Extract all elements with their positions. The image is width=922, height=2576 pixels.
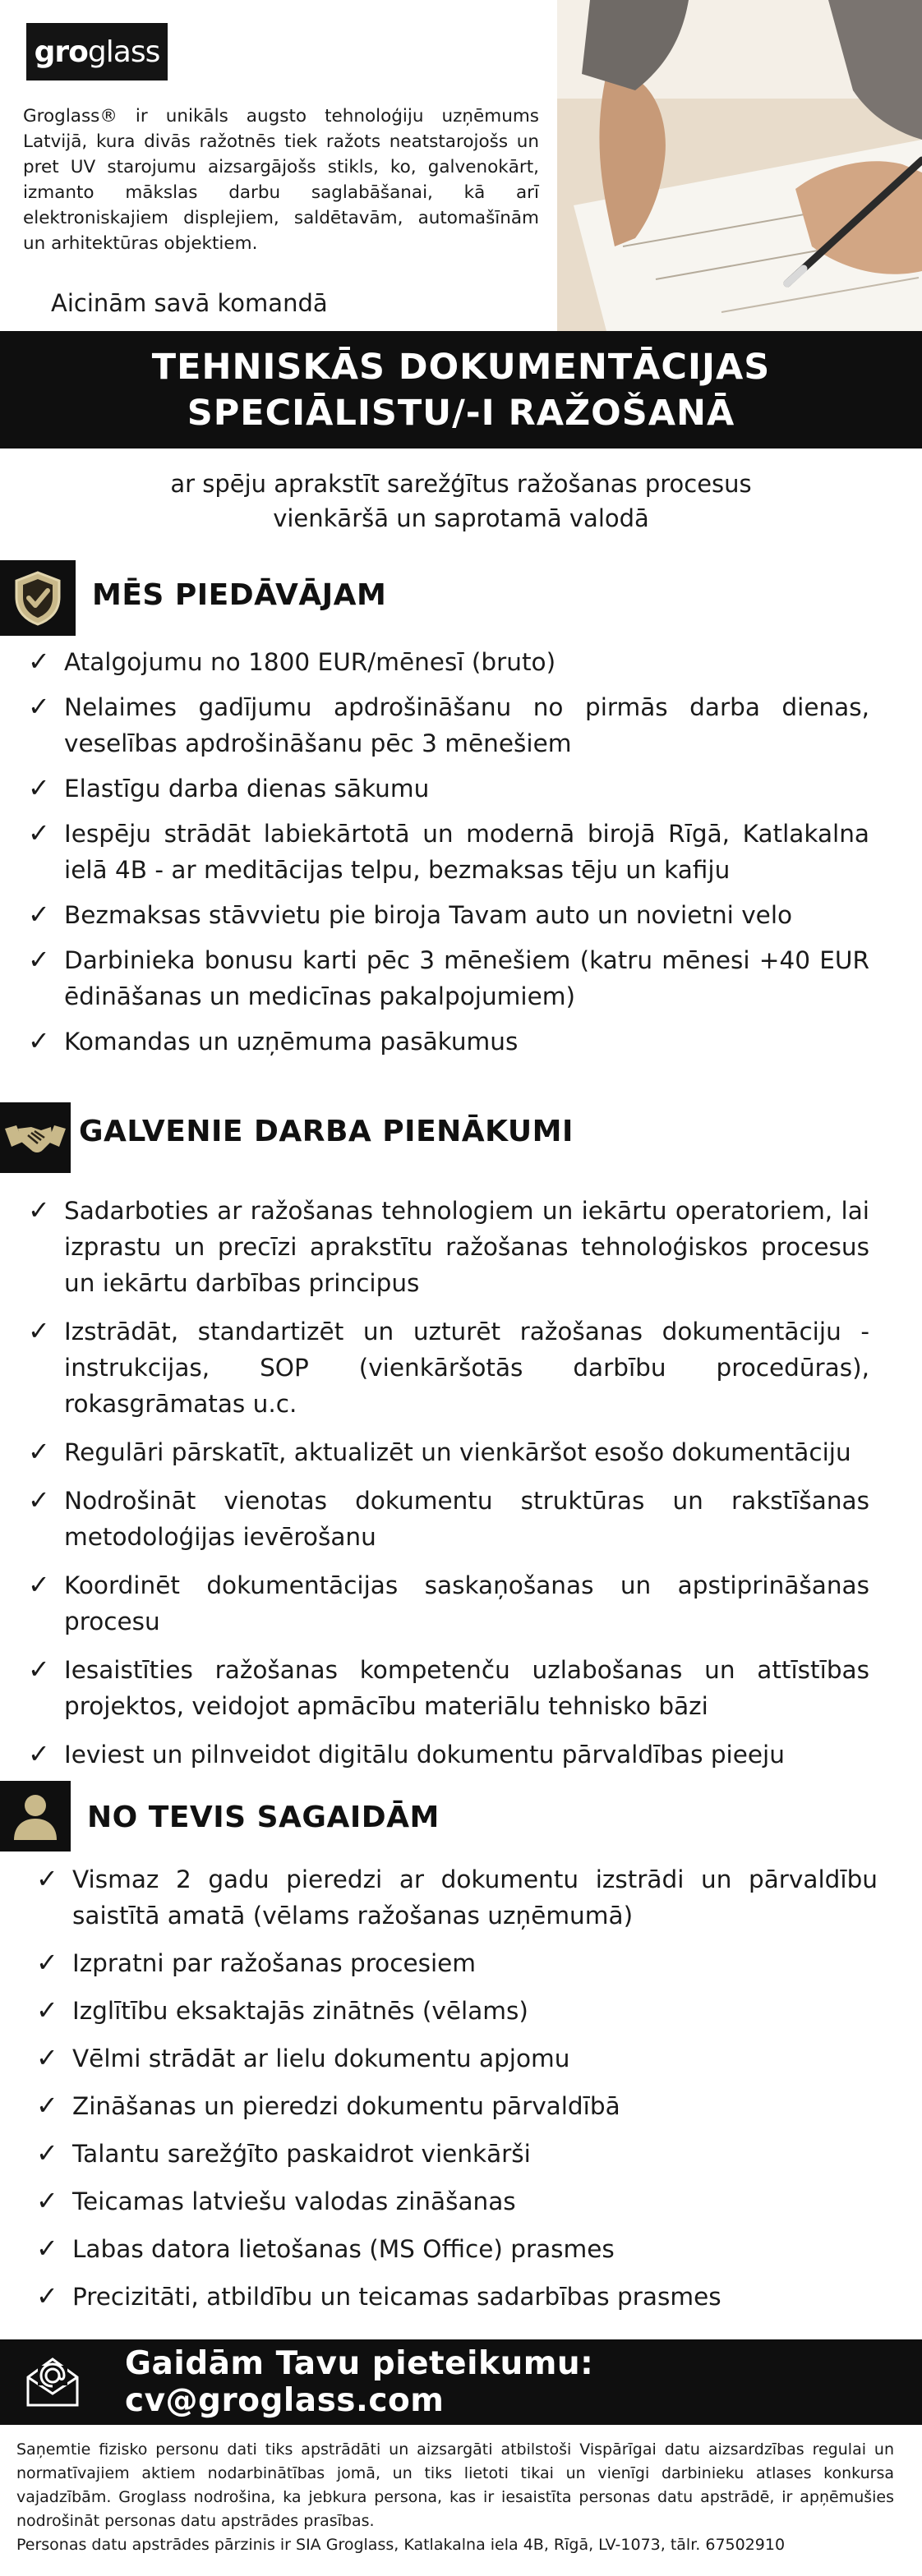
check-icon: ✓ [28, 1569, 50, 1600]
requirements-list [36, 1861, 878, 2326]
handshake-svg [3, 1117, 67, 1158]
job-subtitle [0, 467, 922, 536]
check-icon: ✓ [28, 772, 50, 803]
check-icon: ✓ [28, 1738, 50, 1769]
check-icon: ✓ [28, 944, 50, 975]
company-intro: Groglass® ir unikāls augsto tehnoloģiju uzņēmums Latvijā, kura divās ražotnēs tiek ražots neatstarojošs un pret UV starojumu aizsargājošs stikls, ko, galvenokārt, izmanto mākslas darbu saglabāšanai, kā arī elektroniskajiem displejiem, saldētavām, automašīnām un arhitektūras objektiem. [23, 106, 539, 254]
list-item: ✓ Precizitāti, atbildību un teicamas sadarbības prasmes [36, 2279, 878, 2315]
check-icon: ✓ [28, 817, 50, 849]
photo-illustration [557, 0, 922, 331]
mail-at-svg [25, 2356, 81, 2408]
check-icon: ✓ [36, 2280, 58, 2312]
logo-text-bold: gro [34, 34, 88, 69]
check-icon: ✓ [36, 2137, 58, 2169]
privacy-notice: Saņemtie fizisko personu dati tiks apstrādāti un aizsargāti atbilstoši Vispārīgai datu aizsardzības regulai un normatīvajiem aktiem nodarbinātības jomā, un tiks lietoti tikai un vienīgi darbinieku atlases konkursa vajadzībām. Groglass nodrošina, ka jebkura persona, kas ir iesaistīta personas datu apstrādē, ir apņēmušies nodrošināt personas datu apstrādes prasības. [16, 2440, 894, 2530]
list-item: ✓ Izpratni par ražošanas procesiem [36, 1945, 878, 1981]
list-item: ✓ Izglītību eksaktajās zinātnēs (vēlams) [36, 1993, 878, 2029]
list-item: ✓ Sadarboties ar ražošanas tehnologiem un iekārtu operatoriem, lai izprastu un precīzi aprakstītu ražošanas tehnoloģiskos procesus un iekārtu darbības principus [28, 1193, 869, 1301]
duties-section-title: GALVENIE DARBA PIENĀKUMI [79, 1115, 574, 1148]
check-icon: ✓ [36, 2090, 58, 2121]
shield-check-icon [0, 560, 76, 636]
list-item: ✓ Atalgojumu no 1800 EUR/mēnesī (bruto) [28, 644, 869, 680]
list-item: ✓ Elastīgu darba dienas sākumu [28, 770, 869, 807]
mail-at-icon [25, 2356, 81, 2408]
invite-text: Aicinām savā komandā [51, 289, 328, 317]
duties-list [28, 1193, 869, 1785]
check-icon: ✓ [28, 1436, 50, 1467]
list-item: ✓ Vismaz 2 gadu pieredzi ar dokumentu izstrādi un pārvaldību saistītā amatā (vēlams ražošanas uzņēmumā) [36, 1861, 878, 1934]
check-icon: ✓ [28, 1194, 50, 1226]
list-item: ✓ Izstrādāt, standartizēt un uzturēt ražošanas dokumentāciju - instrukcijas, SOP (vienkāršotās darbību procedūras), rokasgrāmatas u.c. [28, 1313, 869, 1422]
job-title-line-2: SPECIĀLISTU/-I RAŽOŠANĀ [187, 392, 735, 434]
job-title-line-1: TEHNISKĀS DOKUMENTĀCIJAS [151, 346, 771, 388]
list-item: ✓ Iespēju strādāt labiekārtotā un modernā birojā Rīgā, Katlakalna ielā 4B - ar meditācijas telpu, bezmaksas tēju un kafiju [28, 816, 869, 888]
person-icon [0, 1781, 71, 1852]
job-title-banner [0, 331, 922, 448]
check-icon: ✓ [28, 646, 50, 677]
check-icon: ✓ [36, 1863, 58, 1894]
list-item: ✓ Koordinēt dokumentācijas saskaņošanas un apstiprināšanas procesu [28, 1567, 869, 1640]
list-item: ✓ Nelaimes gadījumu apdrošināšanu no pirmās darba dienas, veselības apdrošināšanu pēc 3 mēnešiem [28, 689, 869, 761]
check-icon: ✓ [28, 1025, 50, 1056]
check-icon: ✓ [28, 1654, 50, 1685]
logo-text-rest: glass [87, 34, 160, 69]
list-item: ✓ Talantu sarežģīto paskaidrot vienkārši [36, 2136, 878, 2172]
check-icon: ✓ [36, 2042, 58, 2073]
offer-section-title: MĒS PIEDĀVĀJAM [92, 578, 387, 612]
list-item: ✓ Vēlmi strādāt ar lielu dokumentu apjomu [36, 2040, 878, 2077]
job-subtitle-line-1: ar spēju aprakstīt sarežģītus ražošanas procesus [170, 470, 752, 498]
list-item: ✓ Darbinieka bonusu karti pēc 3 mēnešiem (katru mēnesi +40 EUR ēdināšanas un medicīnas pakalpojumiem) [28, 942, 869, 1014]
check-icon: ✓ [36, 2185, 58, 2216]
check-icon: ✓ [36, 1947, 58, 1978]
header-photo [557, 0, 922, 331]
list-item: ✓ Labas datora lietošanas (MS Office) prasmes [36, 2231, 878, 2267]
list-item: ✓ Regulāri pārskatīt, aktualizēt un vienkāršot esošo dokumentāciju [28, 1434, 869, 1470]
offer-list [28, 644, 869, 1069]
check-icon: ✓ [28, 1484, 50, 1516]
check-icon: ✓ [28, 1315, 50, 1346]
contact-email-link[interactable]: Gaidām Tavu pieteikumu: cv@groglass.com [125, 2345, 594, 2419]
job-subtitle-line-2: vienkāršā un saprotamā valodā [273, 504, 649, 532]
list-item: ✓ Nodrošināt vienotas dokumentu struktūras un rakstīšanas metodoloģijas ievērošanu [28, 1483, 869, 1555]
list-item: ✓ Zināšanas un pieredzi dokumentu pārvaldībā [36, 2088, 878, 2124]
check-icon: ✓ [36, 2233, 58, 2264]
shield-check-svg [12, 569, 64, 627]
list-item: ✓ Ieviest un pilnveidot digitālu dokumentu pārvaldības pieeju [28, 1736, 869, 1773]
list-item: ✓ Bezmaksas stāvvietu pie biroja Tavam auto un novietni velo [28, 897, 869, 933]
person-svg [11, 1791, 60, 1842]
requirements-section-title: NO TEVIS SAGAIDĀM [87, 1801, 440, 1834]
groglass-logo [26, 23, 168, 80]
check-icon: ✓ [28, 691, 50, 722]
list-item: ✓ Komandas un uzņēmuma pasākumus [28, 1024, 869, 1060]
list-item: ✓ Teicamas latviešu valodas zināšanas [36, 2183, 878, 2220]
check-icon: ✓ [28, 899, 50, 930]
handshake-icon [0, 1102, 71, 1173]
list-item: ✓ Iesaistīties ražošanas kompetenču uzlabošanas un attīstības projektos, veidojot apmācību materiālu tehnisko bāzi [28, 1652, 869, 1724]
data-controller-notice: Personas datu apstrādes pārzinis ir SIA Groglass, Katlakalna iela 4B, Rīgā, LV-1073, tālr. 67502910 [16, 2536, 786, 2554]
check-icon: ✓ [36, 1994, 58, 2026]
contact-banner [0, 2339, 922, 2425]
